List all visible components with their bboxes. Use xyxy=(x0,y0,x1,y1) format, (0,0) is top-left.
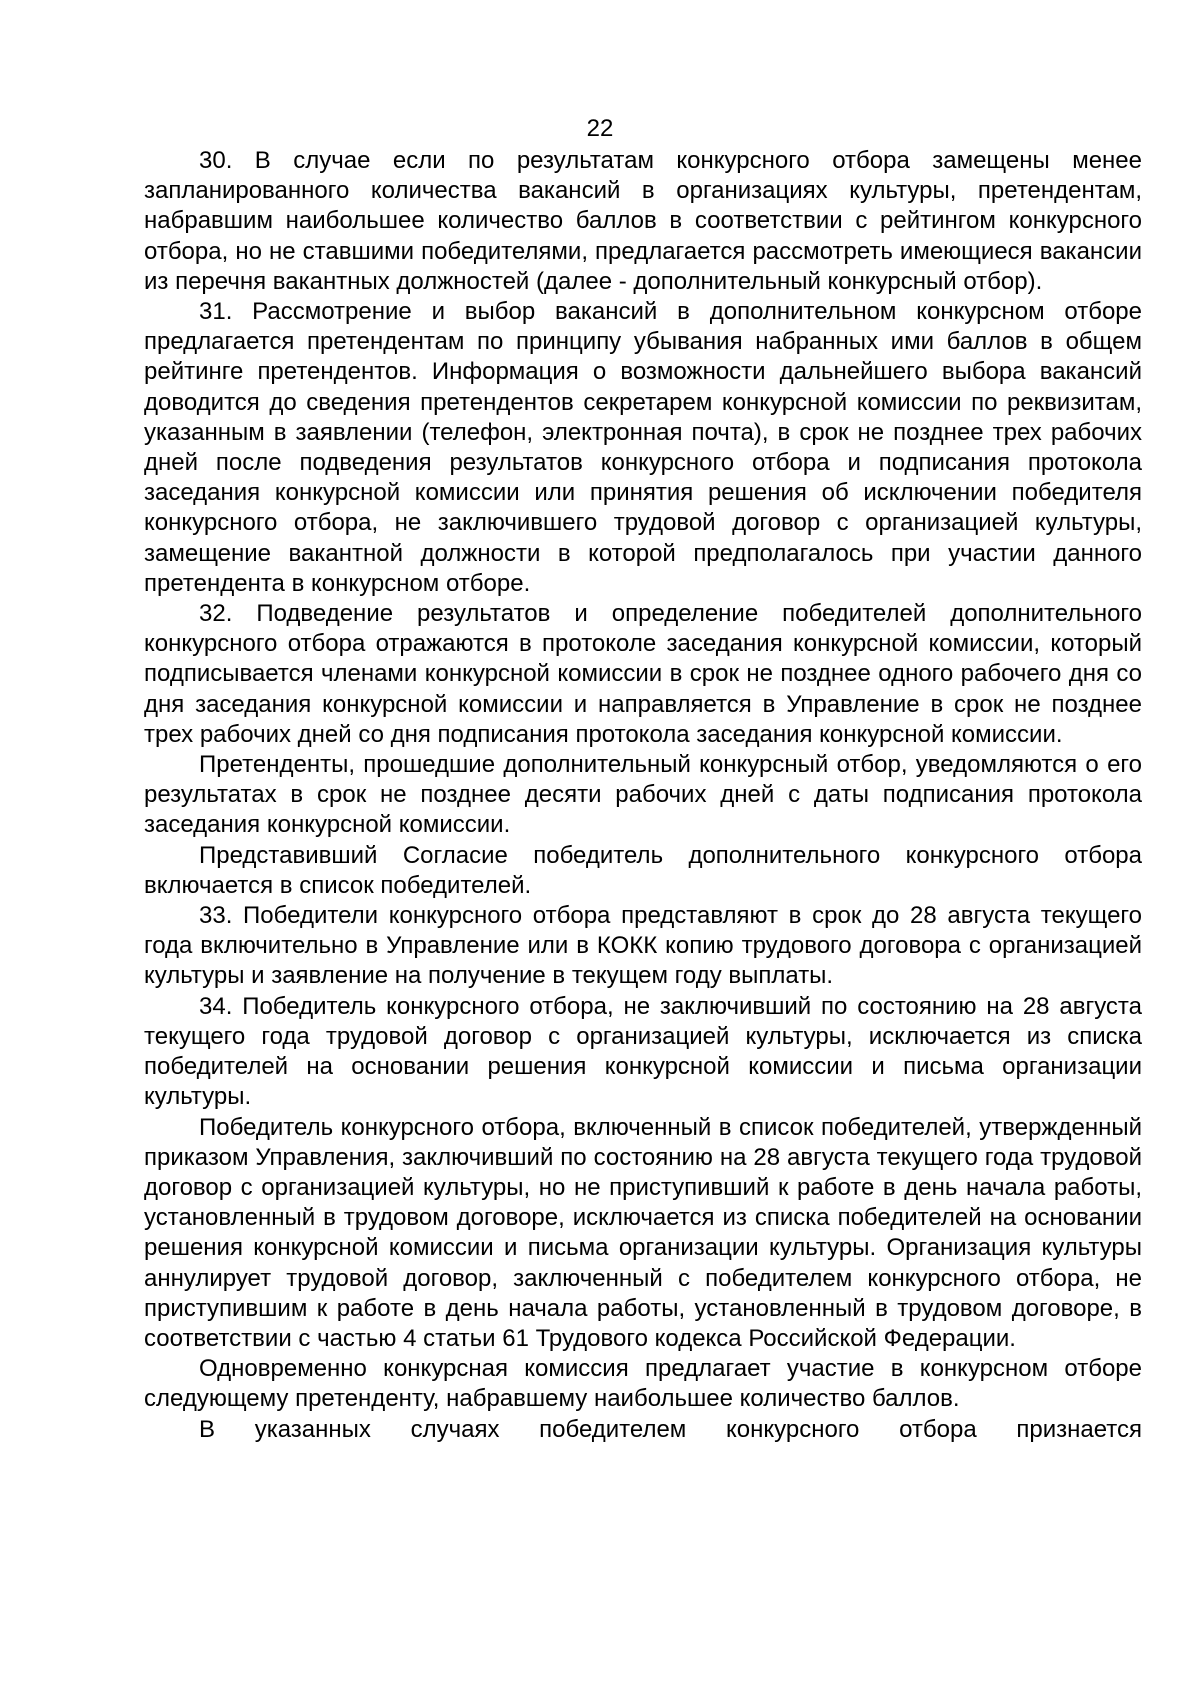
document-body xyxy=(144,146,1142,1445)
paragraph-31: 31. Рассмотрение и выбор вакансий в дополнительном конкурсном отборе предлагается претендентам по принципу убывания набранных ими баллов в общем рейтинге претендентов. Информация о возможности дальнейшего выбора вакансий доводится до сведения претендентов секретарем конкурсной комиссии по реквизитам, указанным в заявлении (телефон, электронная почта), в срок не позднее трех рабочих дней после подведения результатов конкурсного отбора и подписания протокола заседания конкурсной комиссии или принятия решения об исключении победителя конкурсного отбора, не заключившего трудовой договор с организацией культуры, замещение вакантной должности в которой предполагалось при участии данного претендента в конкурсном отборе. xyxy=(144,298,1142,597)
paragraph-candidates-notice: Претенденты, прошедшие дополнительный конкурсный отбор, уведомляются о его результатах в срок не позднее десяти рабочих дней с даты подписания протокола заседания конкурсной комиссии. xyxy=(144,751,1142,839)
paragraph-34: 34. Победитель конкурсного отбора, не заключивший по состоянию на 28 августа текущего года трудовой договор с организацией культуры, исключается из списка победителей на основании решения конкурсной комиссии и письма организации культуры. xyxy=(144,992,1142,1111)
paragraph-consent-winner: Представивший Согласие победитель дополнительного конкурсного отбора включается в список победителей. xyxy=(144,841,1142,899)
paragraph-next-candidate: Одновременно конкурсная комиссия предлагает участие в конкурсном отборе следующему претенденту, набравшему наибольшее количество баллов. xyxy=(144,1355,1142,1413)
paragraph-33: 33. Победители конкурсного отбора представляют в срок до 28 августа текущего года включительно в Управление или в КОКК копию трудового договора с организацией культуры и заявление на получение в текущем году выплаты. xyxy=(144,902,1142,990)
paragraph-32: 32. Подведение результатов и определение победителей дополнительного конкурсного отбора отражаются в протоколе заседания конкурсной комиссии, который подписывается членами конкурсной комиссии в срок не позднее одного рабочего дня со дня заседания конкурсной комиссии и направляется в Управление в срок не позднее трех рабочих дней со дня подписания протокола заседания конкурсной комиссии. xyxy=(144,600,1142,748)
paragraph-30: 30. В случае если по результатам конкурсного отбора замещены менее запланированного количества вакансий в организациях культуры, претендентам, набравшим наибольшее количество баллов в соответствии с рейтингом конкурсного отбора, но не ставшими победителями, предлагается рассмотреть имеющиеся вакансии из перечня вакантных должностей (далее - дополнительный конкурсный отбор). xyxy=(144,147,1142,295)
paragraph-winner-exclusion: Победитель конкурсного отбора, включенный в список победителей, утвержденный приказом Управления, заключивший по состоянию на 28 августа текущего года трудовой договор с организацией культуры, но не приступивший к работе в день начала работы, установленный в трудовом договоре, исключается из списка победителей на основании решения конкурсной комиссии и письма организации культуры. Организация культуры аннулирует трудовой договор, заключенный с победителем конкурсного отбора, не приступившим к работе в день начала работы, установленный в трудовом договоре, в соответствии с частью 4 статьи 61 Трудового кодекса Российской Федерации. xyxy=(144,1113,1142,1352)
page-number: 22 xyxy=(586,115,614,142)
paragraph-continuation: В указанных случаях победителем конкурсного отбора признается xyxy=(199,1415,1142,1443)
